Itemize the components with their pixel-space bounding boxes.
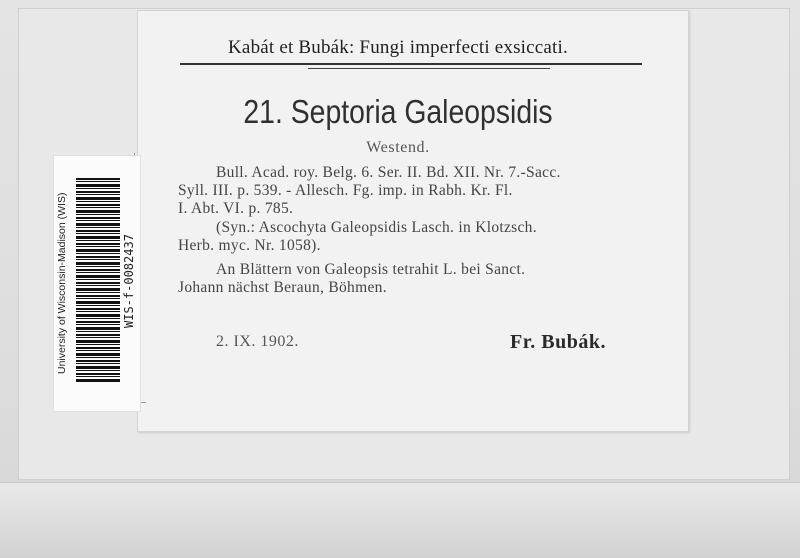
- barcode-institution: University of Wisconsin-Madison (WIS): [56, 192, 68, 375]
- collector-name: Fr. Bubák.: [510, 331, 606, 353]
- sheet-bottom-strip: [0, 482, 800, 558]
- collection-date: 2. IX. 1902.: [216, 333, 299, 350]
- reference-paragraph: [178, 164, 648, 218]
- synonym-line: (Syn.: Ascochyta Galeopsidis Lasch. in Klotzsch.: [216, 219, 537, 236]
- label-header: Kabát et Bubák: Fungi imperfecti exsiccati.: [228, 37, 568, 58]
- reference-line: Bull. Acad. roy. Belg. 6. Ser. II. Bd. XII. Nr. 7.-Sacc.: [216, 164, 561, 181]
- reference-line: Syll. III. p. 539. - Allesch. Fg. imp. in Rabh. Kr. Fl.: [178, 182, 513, 199]
- locality-paragraph: [178, 261, 648, 297]
- locality-line: Johann nächst Beraun, Böhmen.: [178, 279, 387, 296]
- header-subrule: [308, 68, 550, 69]
- specimen-label: [137, 10, 689, 432]
- synonym-paragraph: [178, 219, 648, 255]
- species-name: 21. Septoria Galeopsidis: [243, 93, 553, 130]
- synonym-line: Herb. myc. Nr. 1058).: [178, 237, 321, 254]
- barcode-card: [53, 155, 141, 412]
- species-author: Westend.: [366, 139, 430, 156]
- barcode-icon: [76, 178, 120, 382]
- reference-line: I. Abt. VI. p. 785.: [178, 200, 294, 217]
- locality-line: An Blättern von Galeopsis tetrahit L. bei Sanct.: [216, 261, 526, 278]
- header-rule: [180, 63, 642, 65]
- barcode-number: WIS-f-0082437: [122, 234, 136, 328]
